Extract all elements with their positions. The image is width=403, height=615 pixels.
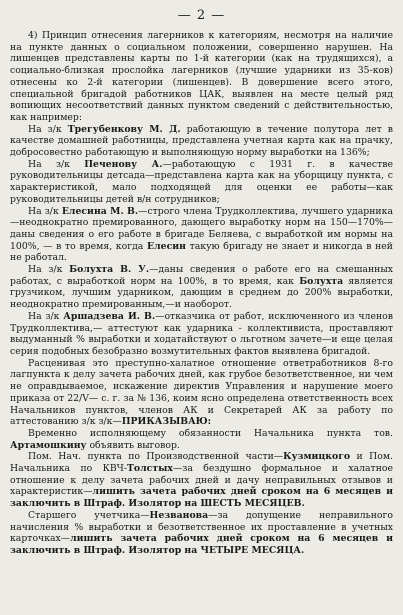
bold-text-segment: Печенову А. (84, 158, 163, 170)
bold-text-segment: Болухта (299, 275, 344, 287)
paragraph (10, 451, 393, 510)
bold-text-segment: Артамошкину (10, 439, 87, 451)
paragraph (10, 428, 393, 451)
text-segment: На з/к (28, 158, 85, 170)
bold-text-segment: Трегубенкову М. Д. (67, 123, 181, 135)
text-segment: такую бригаду не знает и никогда в ней не работал. (10, 240, 393, 264)
text-segment: —работающую с 1931 г. в качестве руководительницы детсада—представлена карта как на уборщицу пункта, с характеристикой, мало подходящей для оценки ее работы—как руководительницы детей в/н сотрудников; (10, 158, 393, 205)
text-segment: На з/к (28, 123, 68, 135)
bold-text-segment: Болухта В. У. (69, 264, 150, 276)
text-segment: На з/к (28, 264, 70, 276)
bold-text-segment: Аршадзева И. В. (63, 310, 156, 322)
bold-text-segment: Елесин (147, 240, 186, 252)
paragraph (10, 264, 393, 311)
text-segment: —строго члена Трудколлектива, лучшего ударника—неоднократно премированного, дающего выработку норм на 150—170%—даны сведения о его работе в бригаде Беляева, с выработкой им нормы на 100%, — в то время, когда (10, 205, 393, 252)
text-segment: —за допущение неправильного начисления % выработки и безответственное их проставление в учетных карточках— (10, 509, 393, 545)
text-segment: и Пом. Начальника по КВЧ- (10, 451, 394, 475)
text-segment: —даны сведения о работе его на смешанных работах, с выработкой норм на 100%, в то время, как (10, 264, 393, 287)
bold-text-segment: Елесина М. В. (61, 205, 139, 217)
text-segment: объявить выговор. (86, 439, 180, 451)
paragraph (10, 124, 393, 159)
text-segment: —отказчика от работ, исключенного из членов Трудколлектива,— аттестуют как ударника - коллективиста, проставляют выдуманный % выработки и ходатайствуют о льготном зачете—и еще целая серия подобных безобразно возмутительных фактов выявлена бригадой. (10, 310, 393, 357)
text-segment: Временно исполняющему обязанности Начальника пункта тов. (28, 427, 393, 439)
bold-text-segment: лишить зачета рабочих дней сроком на 6 месяцев и заключить в Штраф. Изолятор на ЧЕТЫРЕ МЕСЯЦА. (10, 533, 393, 556)
text-segment: работающую в течение полутора лет в качестве домашней работницы, представлена учетная карта как на прачку, добросовестно работающую и выполняющую норму выработки на 136%; (10, 123, 394, 159)
paragraph (10, 311, 393, 358)
paragraph (10, 30, 393, 124)
paragraph (10, 159, 393, 206)
bold-text-segment: ПРИКАЗЫВАЮ: (121, 416, 212, 428)
bold-text-segment: Толстых (127, 463, 173, 475)
page-number: — 2 — (177, 8, 226, 23)
text-segment: На з/к (28, 310, 64, 322)
bold-text-segment: Кузмицкого (283, 451, 351, 463)
paragraph (10, 510, 393, 557)
text-segment: Расценивая это преступно-халатное отношение ответработников 8-го лагпункта к делу зачета рабочих дней, как грубое безответственное, ни чем не оправдываемое, искажение директив Управления и нарушение моего приказа от 22/V— с. г. за № 136, коим ясно определена ответственность всех Начальников пунктов, членов АК и Секретарей АК за работу по аттестованию з/к з/к— (10, 357, 393, 428)
text-segment: является грузчиком, лучшим ударником, дающим в среднем до 200% выработки, неоднократно премированным,—и наоборот. (10, 275, 393, 311)
text-segment: —за бездушно формальное и халатное отношение к делу зачета рабочих дней и дачу неправильных отзывов и характеристик— (10, 463, 393, 498)
bold-text-segment: лишить зачета рабочих дней сроком на 6 месяцев и заключить в Штраф. Изолятор на ШЕСТЬ МЕСЯЦЕВ. (10, 486, 393, 510)
paragraph (10, 206, 393, 265)
bold-text-segment: Незванова (149, 509, 209, 521)
text-segment: Старшего учетчика— (28, 509, 150, 521)
paragraph (10, 358, 393, 428)
document-body (10, 30, 393, 557)
text-segment: На з/к (28, 205, 62, 217)
text-segment: Пом. Нач. пункта по Производственной части— (28, 451, 284, 463)
text-segment: 4) Принцип отнесения лагерников к категориям, несмотря на наличие на пункте данных о социальном положении, совершенно нарушен. На лишенцев представлены карты по 1-й категории (как на трудящихся), а социально-близкая прослойка лагерников (лучшие ударники из 35-ков) отнесены ко 2-й категории (лишенцев). В довершение всего этого, специальной бригадой работников ЦАК, выявлен на месте целый ряд вопиющих несоответствий данных пунктом сведений с действительностью, как например: (10, 30, 393, 123)
